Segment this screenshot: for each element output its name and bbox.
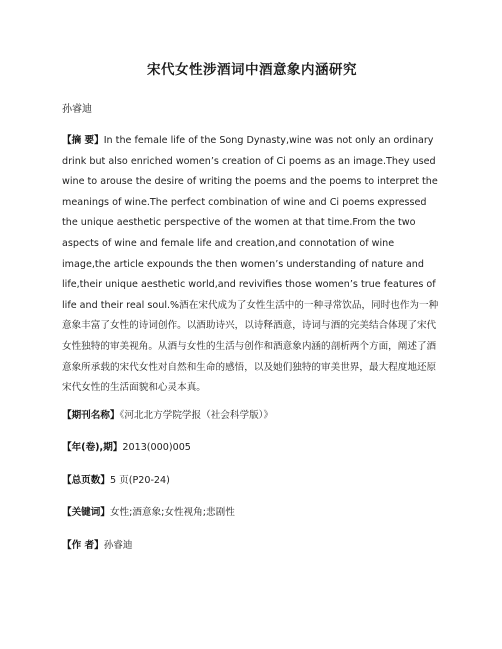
document-title: 宋代女性涉酒词中酒意象内涵研究 [147,62,357,78]
field-label: 【总页数】 [62,474,110,486]
field-value: 5 页(P20-24) [109,474,170,486]
author-line: 孙睿迪 [62,104,92,115]
field-label: 【作 者】 [62,539,104,551]
field-value: 2013(000)005 [122,442,191,454]
field-total-pages [62,474,442,488]
field-journal-name [62,409,442,423]
abstract-text: In the female life of the Song Dynasty,wine was not only an ordinary drink but also enriched women’s creation of Ci poems as an image.They used wine to arouse the desire of writing the poems and the poems to interpret the meanings of wine.The perfect combination of wine and Ci poems expressed the unique aesthetic perspective of the women at that time.From the two aspects of wine and female life and creation,and connotation of wine image,the article expounds the then women’s understanding of nature and life,their unique aesthetic world,and revivifies those women’s true features of life and their real soul.%酒在宋代成为了女性生活中的一种寻常饮品，同时也作为一种意象丰富了女性的诗词创作。以酒助诗兴，以诗释酒意，诗词与酒的完美结合体现了宋代女性独特的审美视角。从酒与女性的生活与创作和酒意象内涵的剖析两个方面，阐述了酒意象所承载的宋代女性对自然和生命的感悟，以及她们独特的审美世界，最大程度地还原宋代女性的生活面貌和心灵本真。 [62,135,439,394]
field-author [62,539,442,553]
field-label: 【关键词】 [62,507,110,519]
field-value: 《河北北方学院学报（社会科学版）》 [119,409,274,421]
abstract-label: 【摘 要】 [62,135,104,146]
field-label: 【年(卷),期】 [62,442,123,454]
field-keywords [62,506,442,520]
abstract [62,131,442,399]
field-value: 孙睿迪 [103,539,133,551]
field-year-volume-issue [62,441,442,455]
field-value: 女性;酒意象;女性视角;悲剧性 [109,507,235,519]
field-label: 【期刊名称】 [62,409,120,421]
